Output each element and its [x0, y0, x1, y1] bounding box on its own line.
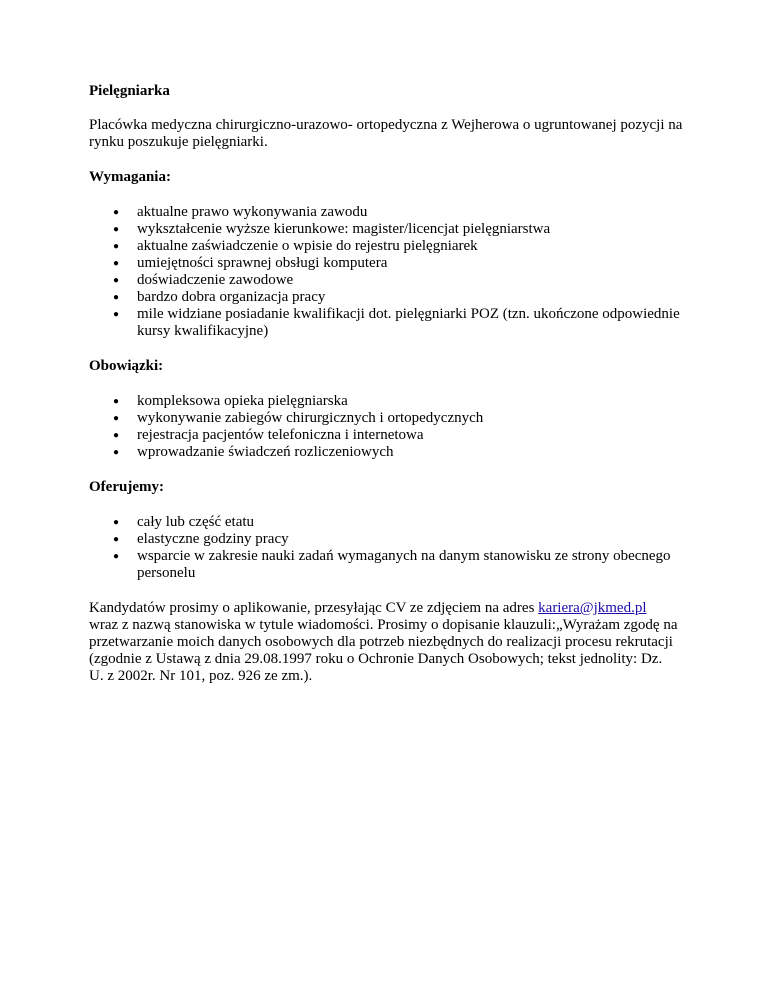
list-item-text: kompleksowa opieka pielęgniarska [137, 393, 348, 409]
list-item [89, 427, 689, 444]
bullet-icon: ● [113, 430, 120, 441]
list-item-text: wprowadzanie świadczeń rozliczeniowych [137, 444, 394, 460]
bullet-icon: ● [113, 241, 120, 252]
list-item [89, 204, 689, 221]
list-item-text: doświadczenie zawodowe [137, 272, 294, 288]
list-item [89, 548, 689, 582]
closing-text-after-email: wraz z nazwą stanowiska w tytule wiadomości. Prosimy o dopisanie klauzuli:„Wyrażam zgodę na przetwarzanie moich danych osobowych dla potrzeb niezbędnych do realizacji procesu rekrutacji (zgodnie z Ustawą z dnia 29.08.1997 roku o Ochronie Danych Osobowych; tekst jednolity: Dz. U. z 2002r. Nr 101, poz. 926 ze zm.). [89, 617, 678, 684]
list-item-text: aktualne prawo wykonywania zawodu [137, 204, 368, 220]
list-item [89, 531, 689, 548]
email-link[interactable]: kariera@jkmed.pl [538, 600, 647, 616]
offer-list [89, 514, 689, 582]
document-page [89, 83, 689, 685]
requirements-heading: Wymagania: [89, 169, 171, 185]
bullet-icon: ● [113, 551, 120, 562]
bullet-icon: ● [113, 258, 120, 269]
list-item-text: wsparcie w zakresie nauki zadań wymaganych na danym stanowisku ze strony obecnego personelu [137, 548, 671, 581]
list-item [89, 444, 689, 461]
offer-heading: Oferujemy: [89, 479, 164, 495]
list-item-text: rejestracja pacjentów telefoniczna i internetowa [137, 427, 424, 443]
duties-list [89, 393, 689, 461]
list-item [89, 289, 689, 306]
list-item-text: umiejętności sprawnej obsługi komputera [137, 255, 388, 271]
list-item-text: wykształcenie wyższe kierunkowe: magister/licencjat pielęgniarstwa [137, 221, 551, 237]
list-item [89, 514, 689, 531]
list-item-text: bardzo dobra organizacja pracy [137, 289, 326, 305]
list-item [89, 393, 689, 410]
bullet-icon: ● [113, 309, 120, 320]
bullet-icon: ● [113, 396, 120, 407]
list-item [89, 272, 689, 289]
closing-paragraph [89, 600, 679, 685]
job-title: Pielęgniarka [89, 83, 170, 99]
list-item [89, 238, 689, 255]
list-item-text: wykonywanie zabiegów chirurgicznych i ortopedycznych [137, 410, 484, 426]
bullet-icon: ● [113, 517, 120, 528]
bullet-icon: ● [113, 224, 120, 235]
bullet-icon: ● [113, 413, 120, 424]
list-item [89, 221, 689, 238]
bullet-icon: ● [113, 292, 120, 303]
bullet-icon: ● [113, 207, 120, 218]
intro-paragraph: Placówka medyczna chirurgiczno-urazowo- ortopedyczna z Wejherowa o ugruntowanej pozycji na rynku poszukuje pielęgniarki. [89, 117, 683, 150]
bullet-icon: ● [113, 275, 120, 286]
list-item [89, 255, 689, 272]
bullet-icon: ● [113, 447, 120, 458]
list-item-text: aktualne zaświadczenie o wpisie do rejestru pielęgniarek [137, 238, 478, 254]
requirements-list [89, 204, 689, 340]
list-item-text: elastyczne godziny pracy [137, 531, 289, 547]
duties-heading: Obowiązki: [89, 358, 164, 374]
bullet-icon: ● [113, 534, 120, 545]
list-item [89, 306, 689, 340]
list-item-text: cały lub część etatu [137, 514, 255, 530]
closing-text-before-email: Kandydatów prosimy o aplikowanie, przesyłając CV ze zdjęciem na adres [89, 600, 539, 616]
list-item-text: mile widziane posiadanie kwalifikacji dot. pielęgniarki POZ (tzn. ukończone odpowiednie kursy kwalifikacyjne) [137, 306, 680, 339]
list-item [89, 410, 689, 427]
